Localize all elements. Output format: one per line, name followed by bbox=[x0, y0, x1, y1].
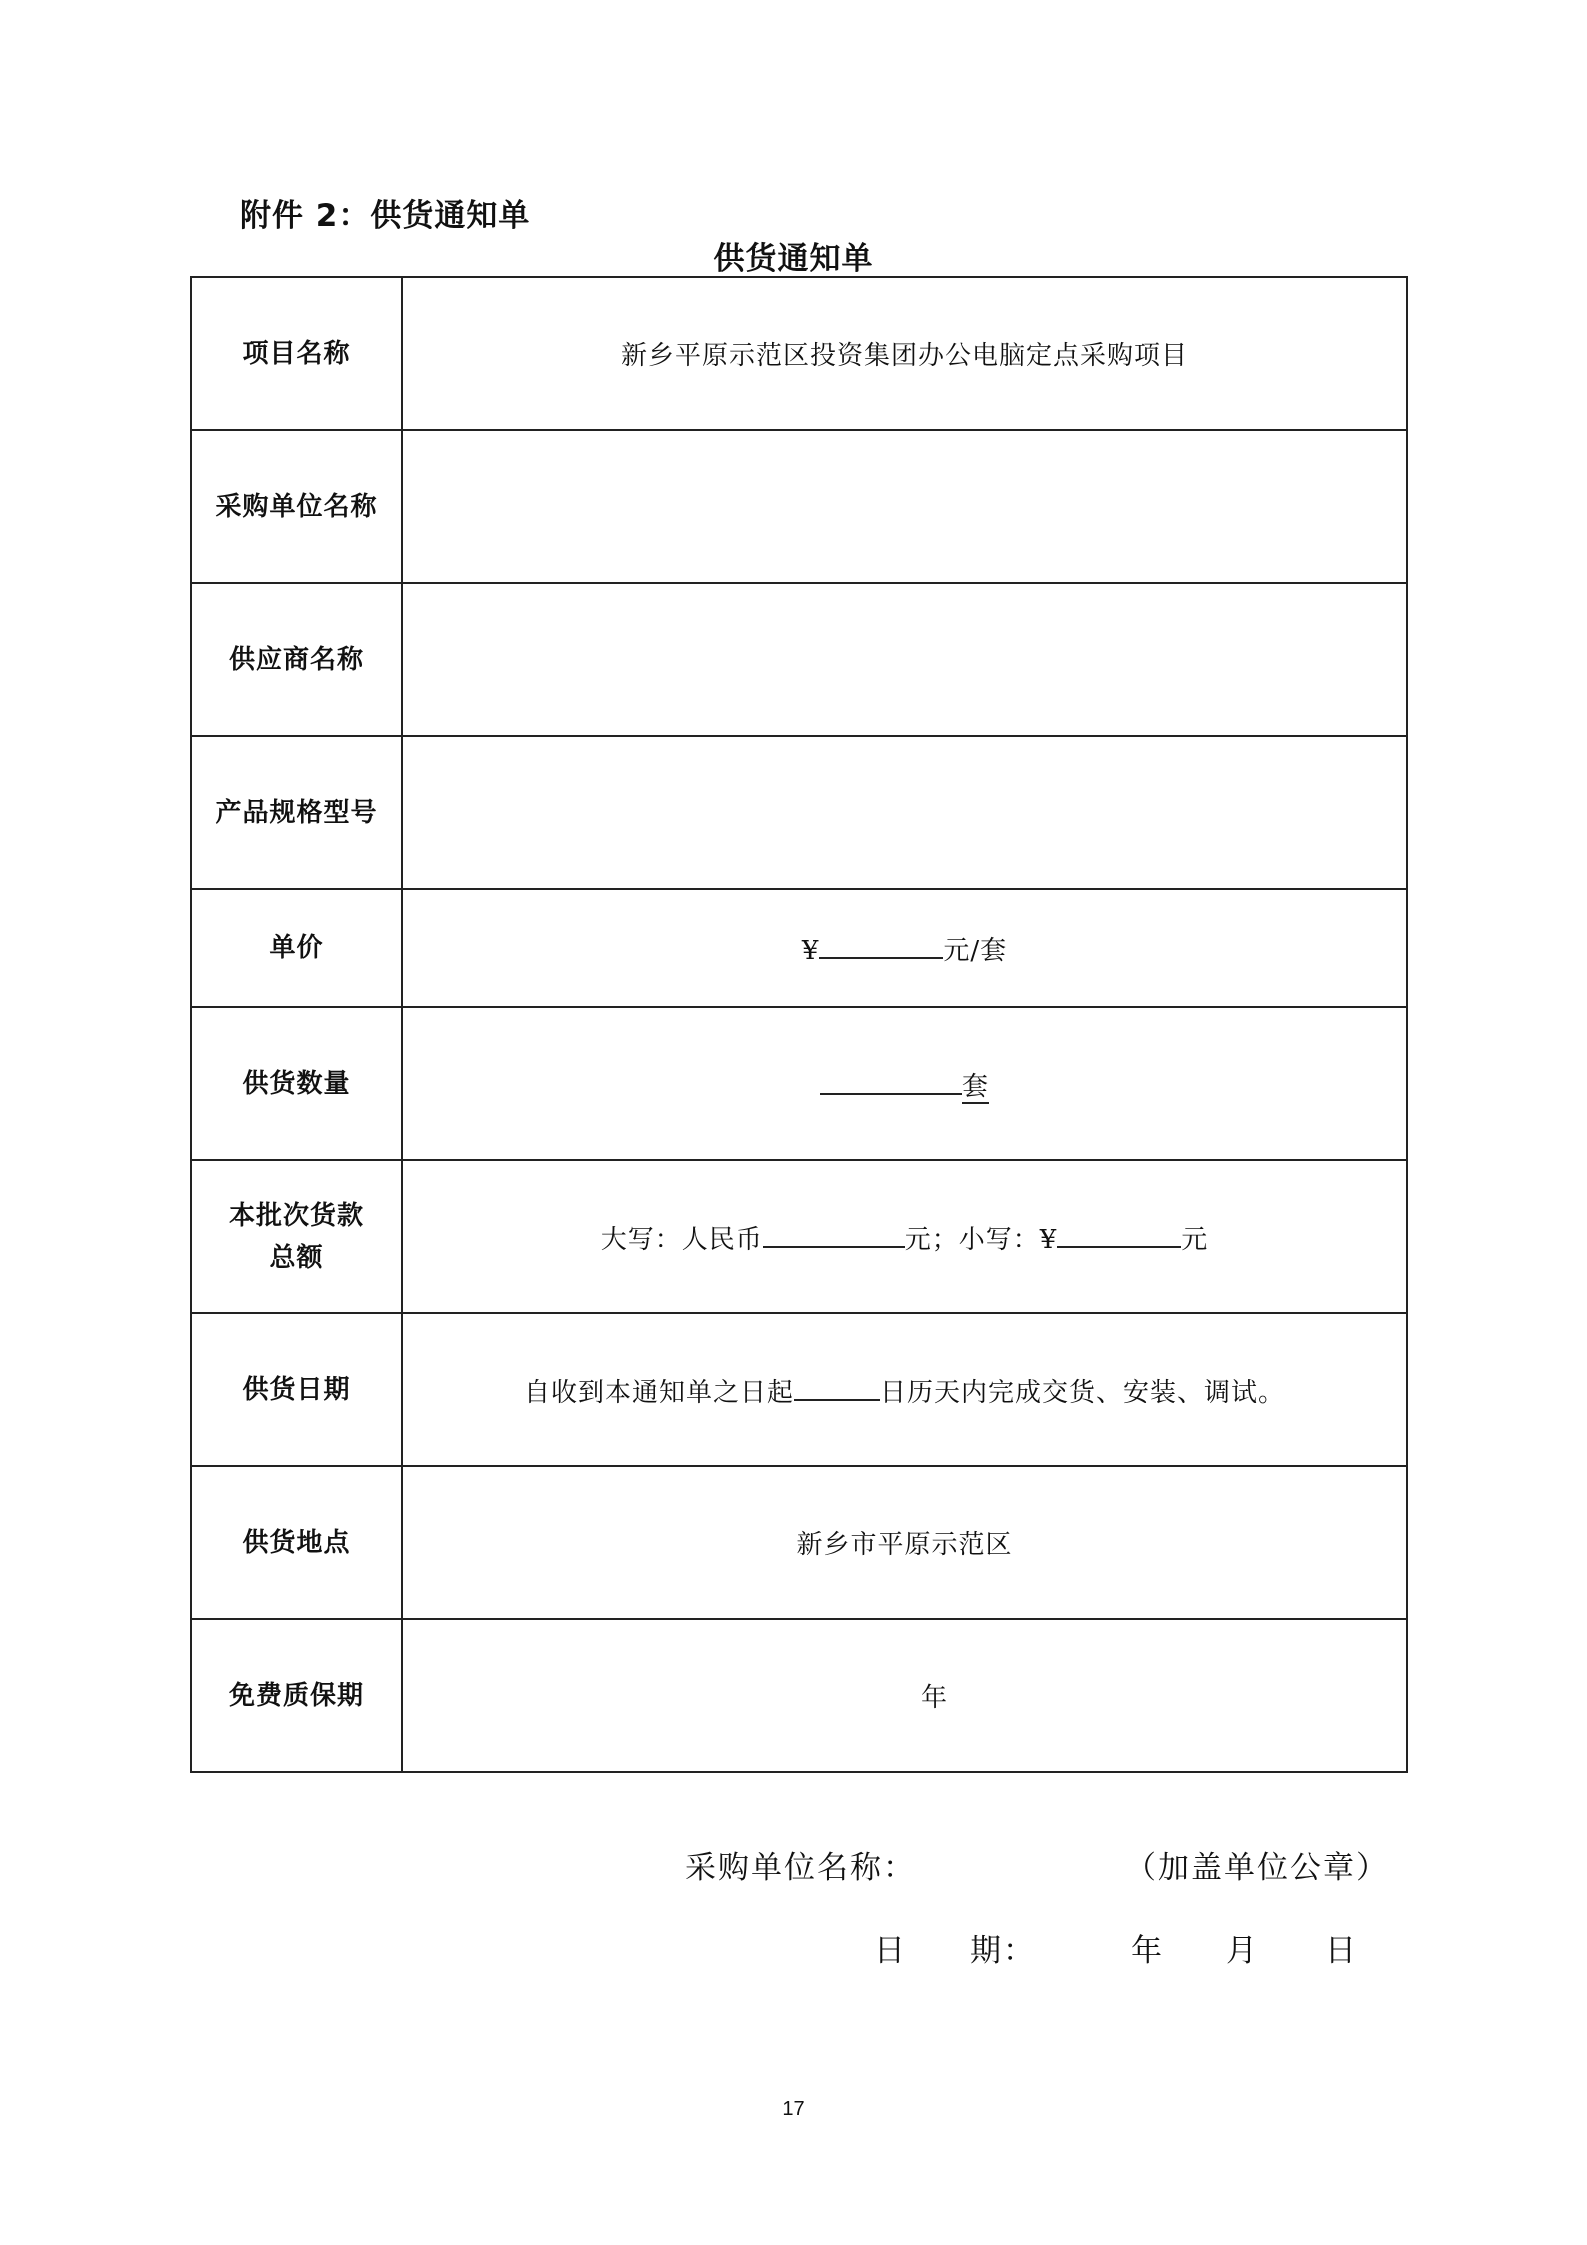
total-label-line1: 本批次货款 bbox=[228, 1200, 364, 1231]
delivery-date-value bbox=[402, 1313, 1407, 1466]
footer-date-label-1: 日 bbox=[874, 1933, 907, 1969]
delivery-date-suffix: 日历天内完成交货、安装、调试。 bbox=[880, 1377, 1286, 1408]
footer-purchaser-label: 采购单位名称： bbox=[685, 1850, 916, 1886]
unit-price-label: 单价 bbox=[191, 889, 402, 1007]
row-quantity bbox=[191, 1007, 1407, 1160]
unit-price-value bbox=[402, 889, 1407, 1007]
total-small-blank bbox=[1057, 1218, 1181, 1248]
unit-price-blank bbox=[819, 929, 943, 959]
delivery-date-label: 供货日期 bbox=[191, 1313, 402, 1466]
footer-seal-note: （加盖单位公章） bbox=[1125, 1850, 1389, 1886]
delivery-notice-table bbox=[190, 276, 1408, 1773]
delivery-days-blank bbox=[794, 1371, 880, 1401]
quantity-label: 供货数量 bbox=[191, 1007, 402, 1160]
footer-year: 年 bbox=[1131, 1933, 1164, 1969]
warranty-unit: 年 bbox=[920, 1683, 948, 1713]
product-spec-label: 产品规格型号 bbox=[191, 736, 402, 889]
row-warranty bbox=[191, 1619, 1407, 1772]
project-name-label: 项目名称 bbox=[191, 277, 402, 430]
row-delivery-date bbox=[191, 1313, 1407, 1466]
delivery-place-value: 新乡市平原示范区 bbox=[402, 1466, 1407, 1619]
unit-price-prefix: ¥ bbox=[801, 936, 820, 966]
supplier-name-value bbox=[402, 583, 1407, 736]
row-supplier-name bbox=[191, 583, 1407, 736]
delivery-place-label: 供货地点 bbox=[191, 1466, 402, 1619]
total-big-prefix: 大写：人民币 bbox=[600, 1224, 763, 1255]
warranty-value bbox=[402, 1619, 1407, 1772]
footer-date-label-2: 期： bbox=[970, 1933, 1036, 1969]
purchaser-name-value bbox=[402, 430, 1407, 583]
total-label-line2: 总额 bbox=[269, 1242, 324, 1273]
page-number: 17 bbox=[782, 2098, 805, 2120]
footer-day: 日 bbox=[1325, 1933, 1358, 1969]
purchaser-name-label: 采购单位名称 bbox=[191, 430, 402, 583]
unit-price-suffix: 元/套 bbox=[943, 936, 1008, 966]
quantity-suffix: 套 bbox=[961, 1071, 989, 1102]
row-total bbox=[191, 1160, 1407, 1313]
total-label bbox=[191, 1160, 402, 1313]
quantity-blank bbox=[820, 1065, 962, 1095]
row-purchaser-name bbox=[191, 430, 1407, 583]
row-delivery-place bbox=[191, 1466, 1407, 1619]
footer-month: 月 bbox=[1226, 1933, 1259, 1969]
delivery-date-prefix: 自收到本通知单之日起 bbox=[523, 1377, 794, 1408]
supplier-name-label: 供应商名称 bbox=[191, 583, 402, 736]
warranty-label: 免费质保期 bbox=[191, 1619, 402, 1772]
document-title: 供货通知单 bbox=[713, 241, 874, 277]
row-product-spec bbox=[191, 736, 1407, 889]
row-project-name bbox=[191, 277, 1407, 430]
attachment-title: 附件 2：供货通知单 bbox=[240, 198, 531, 234]
total-value bbox=[402, 1160, 1407, 1313]
project-name-value: 新乡平原示范区投资集团办公电脑定点采购项目 bbox=[402, 277, 1407, 430]
total-big-blank bbox=[763, 1218, 905, 1248]
total-mid: 元；小写：¥ bbox=[904, 1224, 1058, 1255]
row-unit-price bbox=[191, 889, 1407, 1007]
total-suffix: 元 bbox=[1181, 1224, 1209, 1255]
quantity-value bbox=[402, 1007, 1407, 1160]
product-spec-value bbox=[402, 736, 1407, 889]
